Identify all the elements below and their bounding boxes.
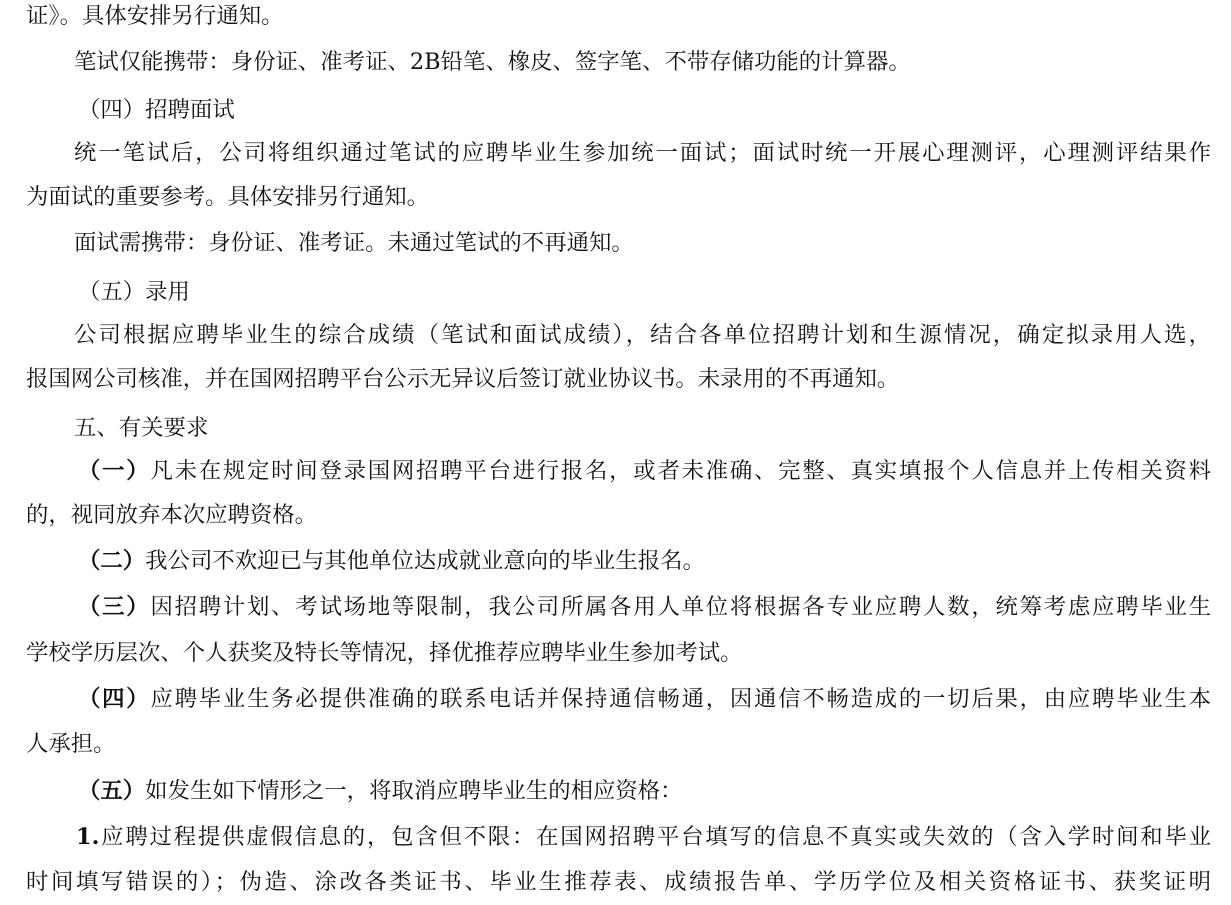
paragraph-line: 报国网公司核准，并在国网招聘平台公示无异议后签订就业协议书。未录用的不再通知。 <box>26 366 900 392</box>
paragraph-line: 统一笔试后，公司将组织通过笔试的应聘毕业生参加统一面试；面试时统一开展心理测评，心理测评结果作 <box>74 140 1211 166</box>
list-marker: （三） <box>78 594 151 620</box>
paragraph-line: 人承担。 <box>26 731 116 757</box>
section-heading-interview: （四）招聘面试 <box>78 97 235 123</box>
paragraph-line: 的，视同放弃本次应聘资格。 <box>26 502 318 528</box>
list-marker: （二） <box>78 548 146 574</box>
paragraph-line: 笔试仅能携带：身份证、准考证、2B铅笔、橡皮、签字笔、不带存储功能的计算器。 <box>74 49 911 75</box>
requirement-text: 因招聘计划、考试场地等限制，我公司所属各用人单位将根据各专业应聘人数，统筹考虑应聘毕业生 <box>150 594 1211 620</box>
item-text: 应聘过程提供虚假信息的，包含但不限：在国网招聘平台填写的信息不真实或失效的（含入学时间和毕业 <box>99 824 1211 850</box>
requirement-text: 凡未在规定时间登录国网招聘平台进行报名，或者未准确、完整、真实填报个人信息并上传相关资料 <box>150 458 1211 484</box>
paragraph-line: 证》。具体安排另行通知。 <box>26 3 284 29</box>
requirement-2 <box>26 546 1211 576</box>
list-marker: （五） <box>78 778 146 804</box>
list-marker: （四） <box>78 686 151 712</box>
paragraph-line: 为面试的重要参考。具体安排另行通知。 <box>26 184 430 210</box>
paragraph-line: 时间填写错误的）；伪造、涂改各类证书、毕业生推荐表、成绩报告单、学历学位及相关资格证书、获奖证明 <box>26 869 1211 895</box>
list-marker: （一） <box>78 458 151 484</box>
requirement-text: 我公司不欢迎已与其他单位达成就业意向的毕业生报名。 <box>145 548 705 574</box>
section-heading-hiring: （五）录用 <box>78 279 190 305</box>
requirement-1 <box>26 456 1211 486</box>
requirement-text: 如发生如下情形之一，将取消应聘毕业生的相应资格： <box>145 778 683 804</box>
list-marker: 1. <box>76 824 100 850</box>
paragraph-line: 学校学历层次、个人获奖及特长等情况，择优推荐应聘毕业生参加考试。 <box>26 640 743 666</box>
requirement-5 <box>26 776 1211 806</box>
paragraph-line: 公司根据应聘毕业生的综合成绩（笔试和面试成绩），结合各单位招聘计划和生源情况，确定拟录用人选， <box>74 322 1211 348</box>
requirement-3 <box>26 592 1211 622</box>
requirement-4 <box>26 684 1211 714</box>
requirement-text: 应聘毕业生务必提供准确的联系电话并保持通信畅通，因通信不畅造成的一切后果，由应聘毕业生本 <box>150 686 1211 712</box>
item-1 <box>26 822 1211 852</box>
paragraph-line: 面试需携带：身份证、准考证。未通过笔试的不再通知。 <box>74 230 634 256</box>
section-heading-requirements: 五、有关要求 <box>74 415 209 441</box>
